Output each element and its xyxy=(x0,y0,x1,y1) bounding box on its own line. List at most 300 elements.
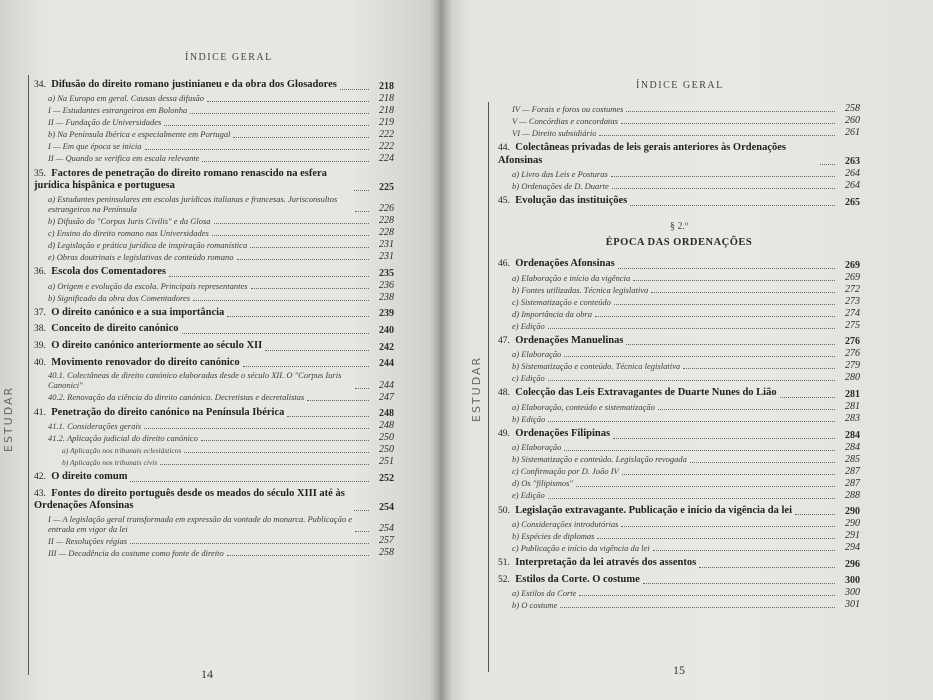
toc-section-entry xyxy=(498,428,860,441)
entry-number: 45. xyxy=(498,196,513,207)
toc-section-entry xyxy=(34,340,394,353)
leader-dots xyxy=(243,366,369,367)
entry-number: 39. xyxy=(34,340,49,351)
entry-page-number: 248 xyxy=(379,420,394,432)
entry-page-number: 218 xyxy=(379,80,394,92)
leader-dots xyxy=(227,316,369,317)
entry-page-number: 258 xyxy=(845,103,860,114)
toc-subentry xyxy=(34,444,394,455)
entry-number: 44. xyxy=(498,143,513,153)
entry-number: 41. xyxy=(34,407,49,418)
entry-page-number: 239 xyxy=(379,308,394,320)
toc-subentry xyxy=(34,194,394,214)
toc-section-entry xyxy=(498,574,860,587)
toc-subentry xyxy=(34,239,394,250)
entry-page-number: 301 xyxy=(845,599,860,611)
entry-page-number: 279 xyxy=(845,360,860,372)
toc-subentry xyxy=(498,348,860,359)
entry-title: Considerações gerais xyxy=(67,420,142,431)
entry-page-number: 300 xyxy=(845,575,860,587)
entry-title: Espécies de diplomas xyxy=(521,531,595,542)
leader-dots xyxy=(633,280,835,281)
entry-title: Legislação e prática jurídica de inspiração romanística xyxy=(57,239,248,250)
margin-rule xyxy=(488,102,489,672)
toc-subentry xyxy=(34,141,394,152)
entry-number: d) xyxy=(512,478,522,489)
toc-subentry xyxy=(34,117,394,128)
entry-page-number: 287 xyxy=(845,477,860,489)
entry-title: Os "filipismos" xyxy=(521,478,573,489)
entry-page-number: 283 xyxy=(845,413,860,425)
toc-subentry xyxy=(34,153,394,164)
toc-subentry xyxy=(498,478,860,489)
entry-number: 40.2. xyxy=(48,392,68,403)
entry-title: Penetração do direito canónico na Península Ibérica xyxy=(51,406,285,418)
entry-page-number: 225 xyxy=(379,181,394,193)
entry-page-number: 294 xyxy=(845,542,860,554)
leader-dots xyxy=(614,304,835,305)
toc-subentry xyxy=(498,296,860,307)
entry-number: a) xyxy=(512,349,522,360)
entry-number: 34. xyxy=(34,80,49,90)
leader-dots xyxy=(612,188,835,189)
book-gutter xyxy=(430,0,452,700)
toc-subentry xyxy=(498,413,860,424)
leader-dots xyxy=(227,555,369,556)
toc-subentry xyxy=(34,456,394,467)
entry-page-number: 231 xyxy=(379,251,394,263)
entry-page-number: 285 xyxy=(845,453,860,465)
leader-dots xyxy=(626,344,835,345)
entry-number: V xyxy=(512,115,520,126)
entry-title: — Quando se verifica em escala relevante xyxy=(55,153,200,164)
entry-number: a) xyxy=(48,193,58,204)
entry-title: Difusão do direito romano justinianeu e da obra dos Glosadores xyxy=(51,79,337,90)
toc-subentry xyxy=(34,129,394,140)
entry-page-number: 288 xyxy=(845,489,860,501)
toc-section-entry xyxy=(498,557,860,570)
entry-page-number: 290 xyxy=(845,518,860,530)
leader-dots xyxy=(307,400,369,401)
toc-subentry xyxy=(498,308,860,319)
leader-dots xyxy=(184,452,369,453)
entry-title: Ordenações Filipinas xyxy=(515,428,611,440)
leader-dots xyxy=(237,259,370,260)
leader-dots xyxy=(201,440,369,441)
toc-section-entry xyxy=(34,323,394,336)
entry-number: 40.1. xyxy=(48,370,68,381)
leader-dots xyxy=(599,135,835,136)
entry-number: c) xyxy=(512,296,521,307)
leader-dots xyxy=(780,397,835,398)
entry-page-number: 263 xyxy=(845,156,860,168)
leader-dots xyxy=(564,356,835,357)
entry-page-number: 264 xyxy=(845,168,860,180)
entry-number: a) xyxy=(512,401,522,412)
entry-page-number: 218 xyxy=(379,92,394,104)
toc-subentry xyxy=(498,454,860,465)
entry-page-number: 287 xyxy=(845,465,860,477)
entry-number: I xyxy=(48,513,53,524)
entry-title: Legislação extravagante. Publicação e início da vigência da lei xyxy=(515,504,793,516)
entry-title: Edição xyxy=(520,373,545,384)
entry-title: — Forais e foros ou costumes xyxy=(522,103,624,114)
toc-subentry xyxy=(498,530,860,541)
section-mark: § 2.º xyxy=(669,220,689,232)
entry-title: Difusão do "Corpus Iuris Civilis" e da Glosa xyxy=(57,215,211,226)
entry-number: a) xyxy=(62,446,70,456)
entry-page-number: 276 xyxy=(845,348,860,360)
leader-dots xyxy=(643,583,835,584)
leader-dots xyxy=(214,223,369,224)
entry-title: Considerações introdutórias xyxy=(521,519,619,530)
entry-number: 50. xyxy=(498,505,513,516)
leader-dots xyxy=(690,462,835,463)
toc-group xyxy=(498,258,860,610)
leader-dots xyxy=(233,137,369,138)
page-number: 15 xyxy=(673,663,685,677)
toc-subentry xyxy=(498,180,860,191)
leader-dots xyxy=(820,164,835,165)
entry-page-number: 280 xyxy=(845,372,860,384)
entry-page-number: 231 xyxy=(379,239,394,251)
entry-number: b) xyxy=(48,292,58,303)
toc-subentry xyxy=(498,442,860,453)
entry-number: II xyxy=(48,117,56,128)
leader-dots xyxy=(683,368,835,369)
entry-number: 43. xyxy=(34,488,49,499)
entry-number: b) xyxy=(512,284,522,295)
entry-title: — Estudantes estrangeiros em Bolonha xyxy=(52,105,188,116)
entry-number: II xyxy=(48,536,56,547)
entry-page-number: 258 xyxy=(379,547,394,559)
toc-section-entry xyxy=(34,266,394,279)
entry-title: Origem e evolução da escola. Principais representantes xyxy=(57,280,248,291)
leader-dots xyxy=(355,211,369,212)
entry-title: Colecção das Leis Extravagantes de Duarte Nunes do Lião xyxy=(515,387,777,399)
entry-title: Aplicação nos tribunais civis xyxy=(70,458,158,468)
entry-title: Estilos da Corte. O costume xyxy=(515,573,640,585)
entry-title: Interpretação da lei através dos assentos xyxy=(515,557,697,569)
toc-section-entry xyxy=(34,407,394,420)
leader-dots xyxy=(548,328,835,329)
entry-number: 40. xyxy=(34,357,49,368)
entry-number: a) xyxy=(512,519,522,530)
entry-title: Confirmação por D. João IV xyxy=(520,466,619,477)
entry-page-number: 296 xyxy=(845,558,860,570)
table-of-contents xyxy=(34,75,394,558)
leader-dots xyxy=(164,125,369,126)
entry-page-number: 228 xyxy=(379,227,394,239)
entry-page-number: 250 xyxy=(379,432,394,444)
entry-number: e) xyxy=(48,251,57,262)
entry-number: 35. xyxy=(34,168,49,179)
entry-page-number: 281 xyxy=(845,401,860,413)
leader-dots xyxy=(340,89,369,90)
leader-dots xyxy=(130,543,369,544)
entry-number: c) xyxy=(48,227,57,238)
toc-section-entry xyxy=(498,258,860,271)
entry-title: Edição xyxy=(520,320,545,331)
entry-page-number: 224 xyxy=(379,152,394,164)
leader-dots xyxy=(560,607,835,608)
entry-title: — Resoluções régias xyxy=(55,536,128,547)
toc-subentry xyxy=(498,272,860,283)
leader-dots xyxy=(202,161,369,162)
entry-number: c) xyxy=(512,543,521,554)
entry-page-number: 274 xyxy=(845,307,860,319)
entry-number: II xyxy=(48,153,56,164)
entry-number: b) xyxy=(512,454,522,465)
entry-title: Conceito de direito canónico xyxy=(51,323,179,335)
entry-title: Obras doutrinais e legislativas de conteúdo romano xyxy=(56,251,234,262)
entry-number: 47. xyxy=(498,335,513,346)
handwritten-margin-note: ESTUDAR xyxy=(2,385,15,452)
entry-title: — A legislação geral transformada em expressão da vontade do monarca. Publicação e entrada em vigor da lei xyxy=(48,513,353,535)
leader-dots xyxy=(265,350,369,351)
toc-subentry xyxy=(34,547,394,558)
entry-title: Livro das Leis e Posturas xyxy=(521,169,608,179)
toc-section-entry xyxy=(34,79,394,92)
entry-number: b) xyxy=(62,458,70,468)
entry-title: Fontes do direito português desde os meados do século XIII até às Ordenações Afonsinas xyxy=(34,487,345,512)
entry-title: Na Europa em geral. Causas dessa difusão xyxy=(57,93,205,104)
toc-subentry xyxy=(498,599,860,610)
entry-number: IV xyxy=(512,103,522,114)
leader-dots xyxy=(355,388,369,389)
leader-dots xyxy=(182,333,369,334)
toc-subentry xyxy=(34,535,394,546)
entry-title: Evolução das instituições xyxy=(515,195,628,207)
toc-section-entry xyxy=(34,488,394,513)
entry-number: a) xyxy=(48,93,58,104)
entry-page-number: 269 xyxy=(845,271,860,283)
entry-page-number: 244 xyxy=(379,358,394,370)
entry-page-number: 300 xyxy=(845,587,860,599)
leader-dots xyxy=(207,101,369,102)
leader-dots xyxy=(630,205,835,206)
entry-page-number: 273 xyxy=(845,295,860,307)
toc-subentry xyxy=(498,372,860,383)
page-number: 14 xyxy=(201,667,213,681)
entry-title: Significado da obra dos Comentadores xyxy=(57,292,191,303)
toc-subentry xyxy=(34,93,394,104)
entry-number: a) xyxy=(48,280,58,291)
toc-subentry xyxy=(498,587,860,598)
leader-dots xyxy=(597,538,835,539)
entry-title: Movimento renovador do direito canónico xyxy=(51,356,240,368)
entry-page-number: 264 xyxy=(845,180,860,192)
leader-dots xyxy=(658,409,835,410)
entry-title: Ordenações Manuelinas xyxy=(515,334,624,346)
entry-number: b) xyxy=(512,413,522,424)
toc-subentry xyxy=(34,280,394,291)
entry-number: b) xyxy=(48,215,58,226)
entry-title: Escola dos Comentadores xyxy=(51,266,166,278)
leader-dots xyxy=(621,123,835,124)
running-head: ÍNDICE GERAL xyxy=(185,52,273,63)
entry-title: Renovação da ciência do direito canónico. Decretistas e decretalistas xyxy=(67,392,305,403)
toc-group xyxy=(498,103,860,208)
leader-dots xyxy=(251,288,369,289)
entry-title: Elaboração xyxy=(521,349,562,360)
entry-page-number: 247 xyxy=(379,391,394,403)
toc-section-entry xyxy=(498,387,860,400)
leader-dots xyxy=(576,486,835,487)
toc-subentry xyxy=(34,432,394,443)
leader-dots xyxy=(160,464,369,465)
left-page xyxy=(0,0,440,700)
toc-subentry xyxy=(498,490,860,501)
entry-page-number: 252 xyxy=(379,472,394,484)
leader-dots xyxy=(595,316,835,317)
leader-dots xyxy=(144,428,369,429)
entry-number: 41.2. xyxy=(48,432,67,443)
leader-dots xyxy=(169,276,369,277)
entry-page-number: 242 xyxy=(379,341,394,353)
entry-title: O direito canónico e a sua importância xyxy=(51,306,225,318)
table-of-contents xyxy=(498,102,860,610)
toc-subentry xyxy=(34,251,394,262)
entry-title: Ordenações Afonsinas xyxy=(515,258,615,270)
leader-dots xyxy=(699,567,835,568)
entry-title: Sistematização e conteúdo. Técnica legislativa xyxy=(521,361,681,372)
entry-number: a) xyxy=(512,588,522,599)
entry-page-number: 254 xyxy=(379,523,394,535)
entry-page-number: 219 xyxy=(379,116,394,128)
leader-dots xyxy=(287,416,369,417)
leader-dots xyxy=(618,268,835,269)
entry-page-number: 284 xyxy=(845,441,860,453)
entry-page-number: 238 xyxy=(379,291,394,303)
entry-title: Factores de penetração do direito romano renascido na esfera jurídica hispânica e portuguesa xyxy=(34,167,327,192)
entry-title: Edição xyxy=(520,490,545,501)
toc-subentry xyxy=(34,392,394,403)
entry-title: Elaboração xyxy=(521,442,562,453)
entry-page-number: 290 xyxy=(845,506,860,518)
entry-title: Fontes utilizadas. Técnica legislativa xyxy=(521,284,649,295)
toc-subentry xyxy=(34,292,394,303)
entry-page-number: 218 xyxy=(379,104,394,116)
entry-number: III xyxy=(48,548,59,559)
entry-number: 51. xyxy=(498,558,513,569)
entry-number: e) xyxy=(512,320,521,331)
section-title: ÉPOCA DAS ORDENAÇÕES xyxy=(605,236,753,248)
entry-title: Colectâneas privadas de leis gerais anteriores às Ordenações Afonsinas xyxy=(498,142,786,166)
toc-section-entry xyxy=(34,307,394,320)
entry-number: 37. xyxy=(34,307,49,318)
entry-number: d) xyxy=(48,239,58,250)
entry-page-number: 260 xyxy=(845,115,860,126)
entry-title: — Em que época se inicia xyxy=(52,141,142,152)
toc-section-entry xyxy=(498,195,860,208)
entry-number: b) xyxy=(512,361,522,372)
entry-number: 52. xyxy=(498,574,513,585)
entry-title: Aplicação judicial do direito canónico xyxy=(66,432,198,443)
entry-number: 41.1. xyxy=(48,420,68,431)
entry-number: b) xyxy=(48,129,58,140)
toc-subentry xyxy=(498,518,860,529)
toc-subentry xyxy=(34,215,394,226)
leader-dots xyxy=(193,300,369,301)
right-page xyxy=(440,0,933,700)
entry-title: Ensino do direito romano nas Universidades xyxy=(56,227,209,238)
entry-number: 49. xyxy=(498,429,513,440)
entry-number: 36. xyxy=(34,267,49,278)
entry-title: Elaboração e início da vigência xyxy=(521,272,631,283)
entry-page-number: 257 xyxy=(379,535,394,547)
entry-page-number: 235 xyxy=(379,267,394,279)
entry-number: e) xyxy=(512,490,521,501)
entry-number: I xyxy=(48,105,53,116)
entry-number: d) xyxy=(512,308,522,319)
entry-number: a) xyxy=(512,272,522,283)
entry-page-number: 269 xyxy=(845,259,860,271)
leader-dots xyxy=(564,450,835,451)
toc-subentry xyxy=(498,401,860,412)
leader-dots xyxy=(579,595,835,596)
entry-number: c) xyxy=(512,466,521,477)
leader-dots xyxy=(190,113,369,114)
entry-title: — Concórdias e concordatas xyxy=(519,115,618,126)
entry-number: 48. xyxy=(498,388,513,399)
leader-dots xyxy=(548,421,835,422)
leader-dots xyxy=(626,111,835,112)
entry-page-number: 226 xyxy=(379,203,394,215)
entry-page-number: 291 xyxy=(845,530,860,542)
running-head: ÍNDICE GERAL xyxy=(636,80,724,91)
leader-dots xyxy=(653,550,835,551)
entry-page-number: 284 xyxy=(845,429,860,441)
entry-title: Importância da obra xyxy=(521,308,593,319)
toc-subentry xyxy=(34,420,394,431)
toc-section-entry xyxy=(34,168,394,193)
leader-dots xyxy=(130,481,369,482)
entry-page-number: 261 xyxy=(845,127,860,138)
toc-subentry xyxy=(34,514,394,534)
toc-subentry xyxy=(34,370,394,390)
leader-dots xyxy=(548,498,835,499)
leader-dots xyxy=(145,149,370,150)
entry-title: — Fundação de Universidades xyxy=(55,117,162,128)
entry-page-number: 228 xyxy=(379,215,394,227)
toc-subentry xyxy=(498,466,860,477)
entry-page-number: 240 xyxy=(379,324,394,336)
entry-number: I xyxy=(48,141,53,152)
leader-dots xyxy=(795,514,835,515)
entry-page-number: 281 xyxy=(845,389,860,401)
toc-subentry xyxy=(498,127,860,138)
entry-title: — Direito subsidiário xyxy=(522,127,597,138)
entry-title: Sistematização e conteúdo. Legislação revogada xyxy=(521,454,687,465)
entry-title: Na Península Ibérica e especialmente em Portugal xyxy=(57,129,231,140)
leader-dots xyxy=(621,526,835,527)
leader-dots xyxy=(613,438,835,439)
toc-subentry xyxy=(498,284,860,295)
entry-page-number: 272 xyxy=(845,283,860,295)
entry-title: O costume xyxy=(521,600,558,611)
toc-section-entry xyxy=(498,335,860,348)
entry-title: O direito canónico anteriormente ao século XII xyxy=(51,339,263,351)
toc-subentry xyxy=(498,115,860,126)
entry-number: c) xyxy=(512,373,521,384)
entry-number: VI xyxy=(512,127,523,138)
entry-number: a) xyxy=(512,442,522,453)
entry-title: Estilos da Corte xyxy=(521,588,577,599)
entry-page-number: 265 xyxy=(845,196,860,208)
entry-page-number: 236 xyxy=(379,279,394,291)
entry-page-number: 250 xyxy=(379,444,394,456)
